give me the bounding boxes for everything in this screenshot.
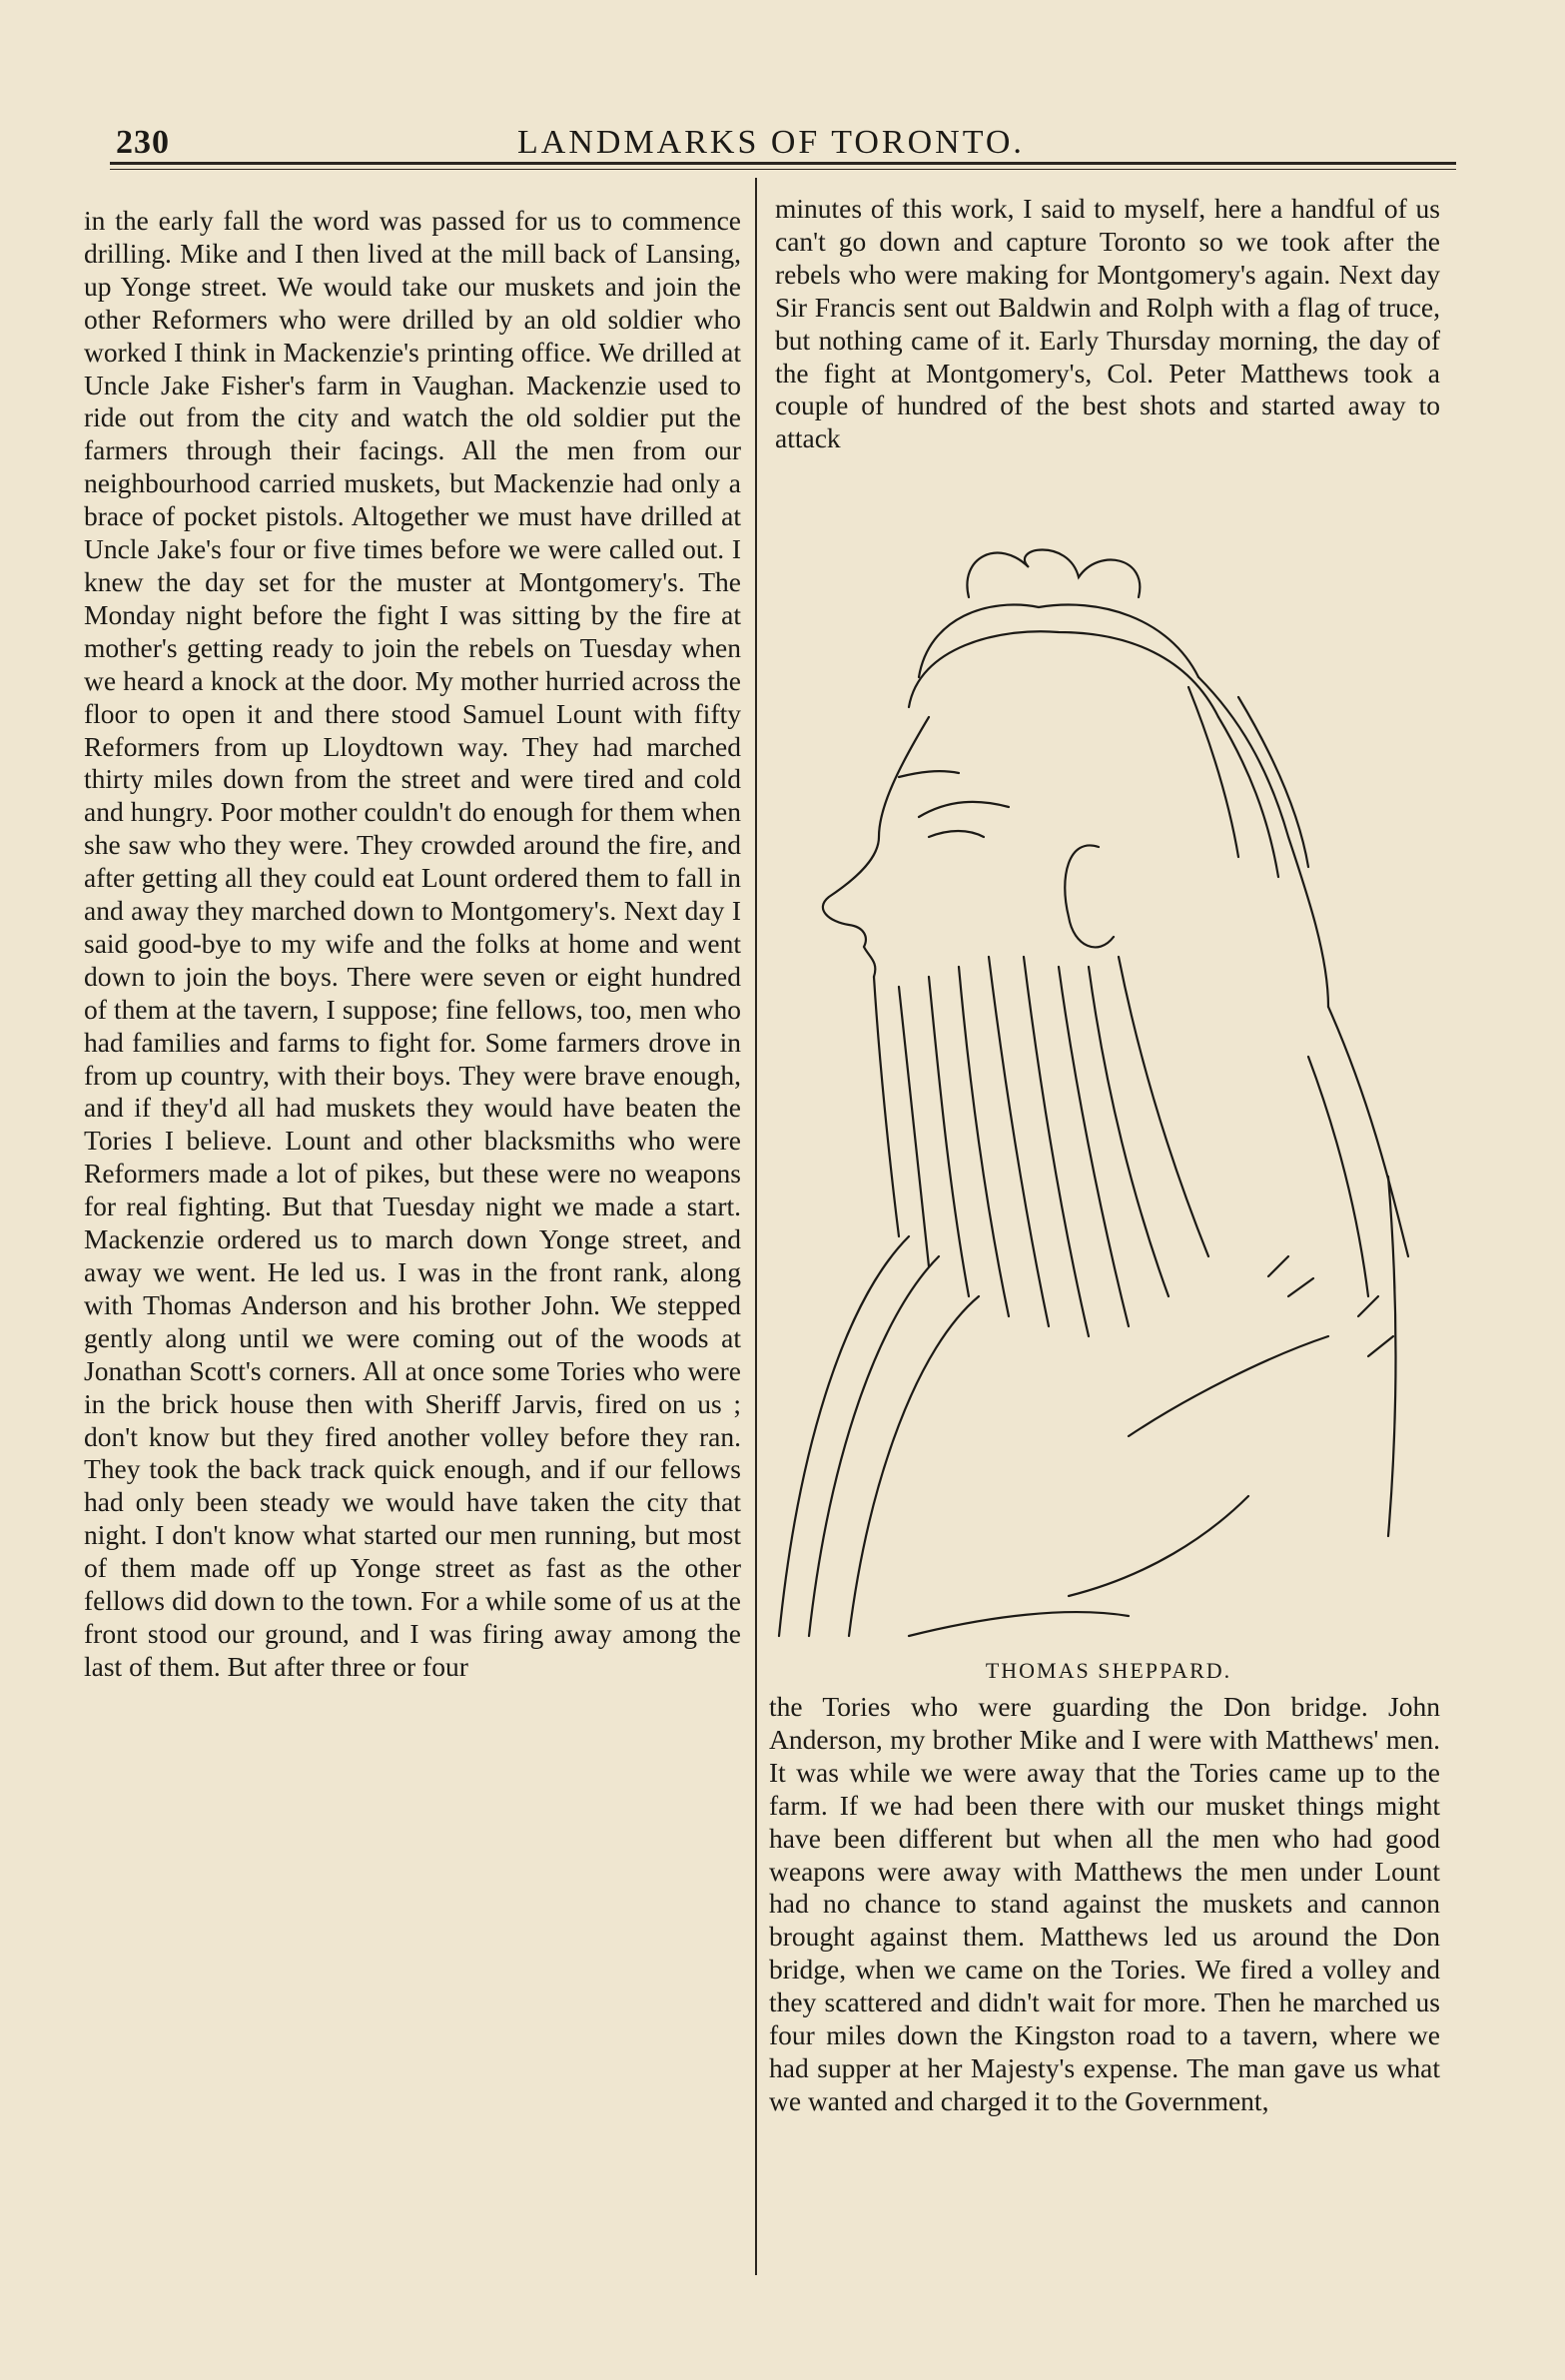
left-column xyxy=(84,205,741,1684)
running-title: LANDMARKS OF TORONTO. xyxy=(517,124,1025,161)
page-number: 230 xyxy=(116,124,170,161)
column-divider xyxy=(755,178,757,2275)
portrait-illustration xyxy=(769,537,1448,1656)
left-column-text: in the early fall the word was passed for us to commence drilling. Mike and I then lived at the mill back of Lansing, up Yonge street. We would take our muskets and join the other Reformers who were drilled by an old soldier who worked I think in Mackenzie's printing office. We drilled at Uncle Jake Fisher's farm in Vaughan. Mackenzie used to ride out from the city and watch the old soldier put the farmers through their facings. All the men from our neighbourhood carried muskets, but Mackenzie had only a brace of pocket pistols. Altogether we must have drilled at Uncle Jake's four or five times before we were called out. I knew the day set for the muster at Montgomery's. The Monday night before the fight I was sitting by the fire at mother's getting ready to join the rebels on Tuesday when we heard a knock at the door. My mother hurried across the floor to open it and there stood Samuel Lount with fifty Reformers from up Lloydtown way. They had marched thirty miles down from the street and were tired and cold and hungry. Poor mother couldn't do enough for them when she saw who they were. They crowded around the fire, and after getting all they could eat Lount ordered them to fall in and away they marched down to Montgomery's. Next day I said good-bye to my wife and the folks at home and went down to join the boys. There were seven or eight hundred of them at the tavern, I suppose; fine fellows, too, men who had families and farms to fight for. Some farmers drove in from up country, with their boys. They were brave enough, and if they'd all had muskets they would have beaten the Tories I believe. Lount and other blacksmiths who were Reformers made a lot of pikes, but these were no weapons for real fighting. But that Tuesday night we made a start. Mackenzie ordered us to march down Yonge street, and away we went. He led us. I was in the front rank, along with Thomas Anderson and his brother John. We stepped gently along until we were coming out of the woods at Jonathan Scott's corners. All at once some Tories who were in the brick house then with Sheriff Jarvis, fired on us ; don't know but they fired another volley before they ran. They took the back track quick enough, and if our fellows had only been steady we would have taken the city that night. I don't know what started our men running, but most of them made off up Yonge street as fast as the other fellows did down to the town. For a while some of us at the front stood our ground, and I was firing away among the last of them. But after three or four xyxy=(84,205,741,1682)
header-rule-thin xyxy=(110,169,1456,170)
right-column-top xyxy=(775,193,1440,455)
header-rule xyxy=(110,162,1456,165)
right-column-bottom xyxy=(769,1691,1440,2118)
illustration-caption: THOMAS SHEPPARD. xyxy=(985,1658,1232,1683)
right-column-top-text: minutes of this work, I said to myself, here a handful of us can't go down and capture Toronto so we took after the rebels who were making for Montgomery's again. Next day Sir Francis sent out Baldwin and Rolph with a flag of truce, but nothing came of it. Early Thursday morning, the day of the fight at Montgomery's, Col. Peter Matthews took a couple of hundred of the best shots and started away to attack xyxy=(775,193,1440,454)
right-column-bottom-text: the Tories who were guarding the Don bridge. John Anderson, my brother Mike and I were with Matthews' men. It was while we were away that the Tories came up to the farm. If we had been there with our musket things might have been different but when all the men who had good weapons were away with Matthews the men under Lount had no chance to stand against the muskets and cannon brought against them. Matthews led us around the Don bridge, when we came on the Tories. We fired a volley and they scattered and didn't wait for more. Then he marched us four miles down the Kingston road to a tavern, where we had supper at her Majesty's expense. The man gave us what we wanted and charged it to the Government, xyxy=(769,1691,1440,2116)
